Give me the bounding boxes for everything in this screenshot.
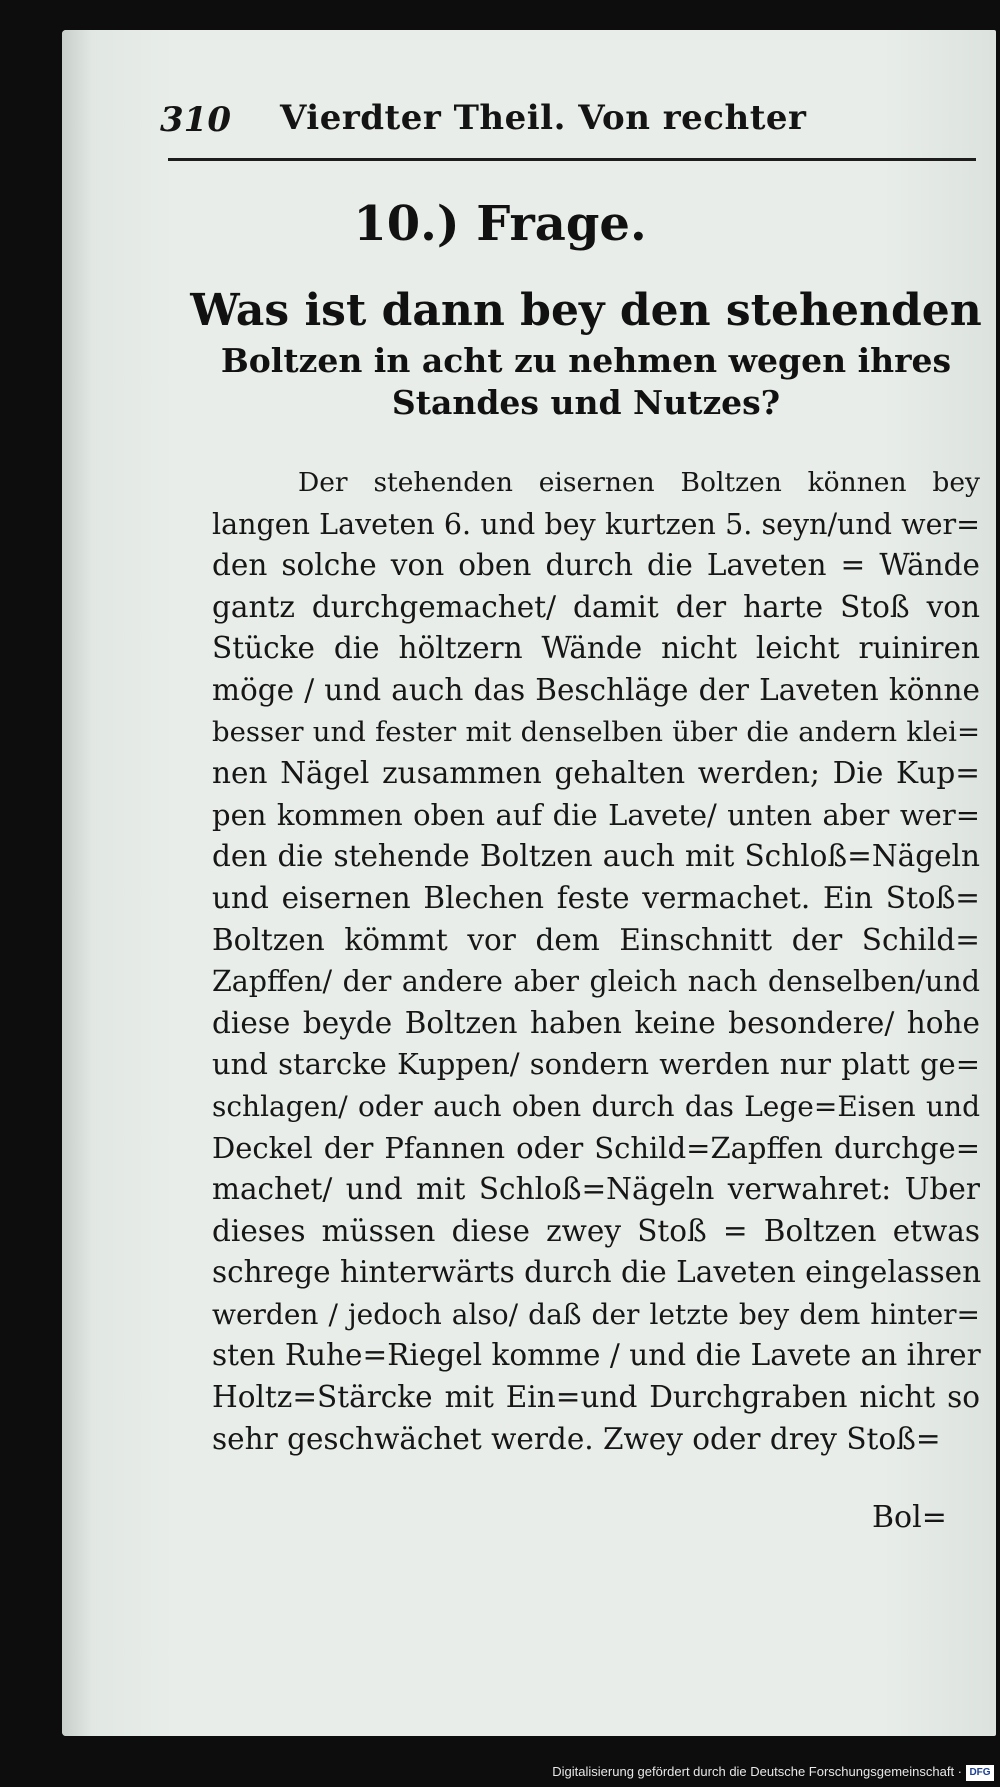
- body-line: Deckel der Pfannen oder Schild=Zapffen durchge=: [212, 1130, 980, 1165]
- body-line: und starcke Kuppen/ sondern werden nur platt ge=: [212, 1047, 980, 1082]
- digitization-credit: Digitalisierung gefördert durch die Deutsche Forschungsgemeinschaft ·: [552, 1764, 962, 1779]
- page-gutter-shadow: [62, 30, 92, 1736]
- body-line: machet/ und mit Schloß=Nägeln verwahret: Uber: [212, 1172, 980, 1207]
- body-line: nen Nägel zusammen gehalten werden; Die Kup=: [212, 756, 980, 791]
- question-line-1: Was ist dann bey den stehenden: [190, 285, 982, 336]
- question-text: [176, 282, 996, 424]
- header-rule: [168, 158, 976, 161]
- body-line: Holtz=Stärcke mit Ein=und Durchgraben nicht so: [212, 1380, 980, 1415]
- body-line: Stücke die höltzern Wände nicht leicht ruiniren: [212, 631, 980, 666]
- body-line: Zapffen/ der andere aber gleich nach denselben/und: [212, 965, 980, 999]
- body-line: den solche von oben durch die Laveten = Wände: [212, 548, 980, 583]
- page-number: 310: [160, 100, 231, 140]
- running-head: Vierdter Theil. Von rechter: [280, 98, 807, 138]
- question-line-3: Standes und Nutzes?: [391, 383, 781, 422]
- body-line: schlagen/ oder auch oben durch das Lege=Eisen und: [212, 1089, 980, 1123]
- question-heading: 10.) Frage.: [353, 196, 647, 252]
- body-line: diese beyde Boltzen haben keine besondere/ hohe: [212, 1005, 980, 1040]
- dfg-logo: DFG: [966, 1765, 994, 1781]
- body-line: gantz durchgemachet/ damit der harte Stoß von: [212, 589, 980, 624]
- body-line: besser und fester mit denselben über die andern klei=: [212, 715, 980, 748]
- body-line: pen kommen oben auf die Lavete/ unten aber wer=: [212, 797, 980, 832]
- body-line: möge / und auch das Beschläge der Laveten könne: [212, 672, 980, 707]
- body-line: den die stehende Boltzen auch mit Schloß=Nägeln: [212, 839, 980, 874]
- body-line: dieses müssen diese zwey Stoß = Boltzen etwas: [212, 1213, 980, 1248]
- body-line: sten Ruhe=Riegel komme / und die Lavete an ihrer: [212, 1338, 981, 1373]
- question-line-2: Boltzen in acht zu nehmen wegen ihres: [220, 341, 952, 380]
- body-line: sehr geschwächet werde. Zwey oder drey Stoß=: [212, 1421, 941, 1456]
- page-header: [160, 92, 920, 152]
- body-text: [212, 462, 980, 1460]
- body-line: und eisernen Blechen feste vermachet. Ein Stoß=: [212, 880, 980, 915]
- body-line: Der stehenden eisernen Boltzen können bey: [298, 467, 980, 498]
- body-line: langen Laveten 6. und bey kurtzen 5. seyn/und wer=: [212, 507, 980, 541]
- body-line: werden / jedoch also/ daß der letzte bey dem hinter=: [212, 1297, 980, 1331]
- body-line: Boltzen kömmt vor dem Einschnitt der Schild=: [212, 922, 980, 957]
- body-line: schrege hinterwärts durch die Laveten eingelassen: [212, 1255, 982, 1290]
- catchword: Bol=: [872, 1500, 947, 1535]
